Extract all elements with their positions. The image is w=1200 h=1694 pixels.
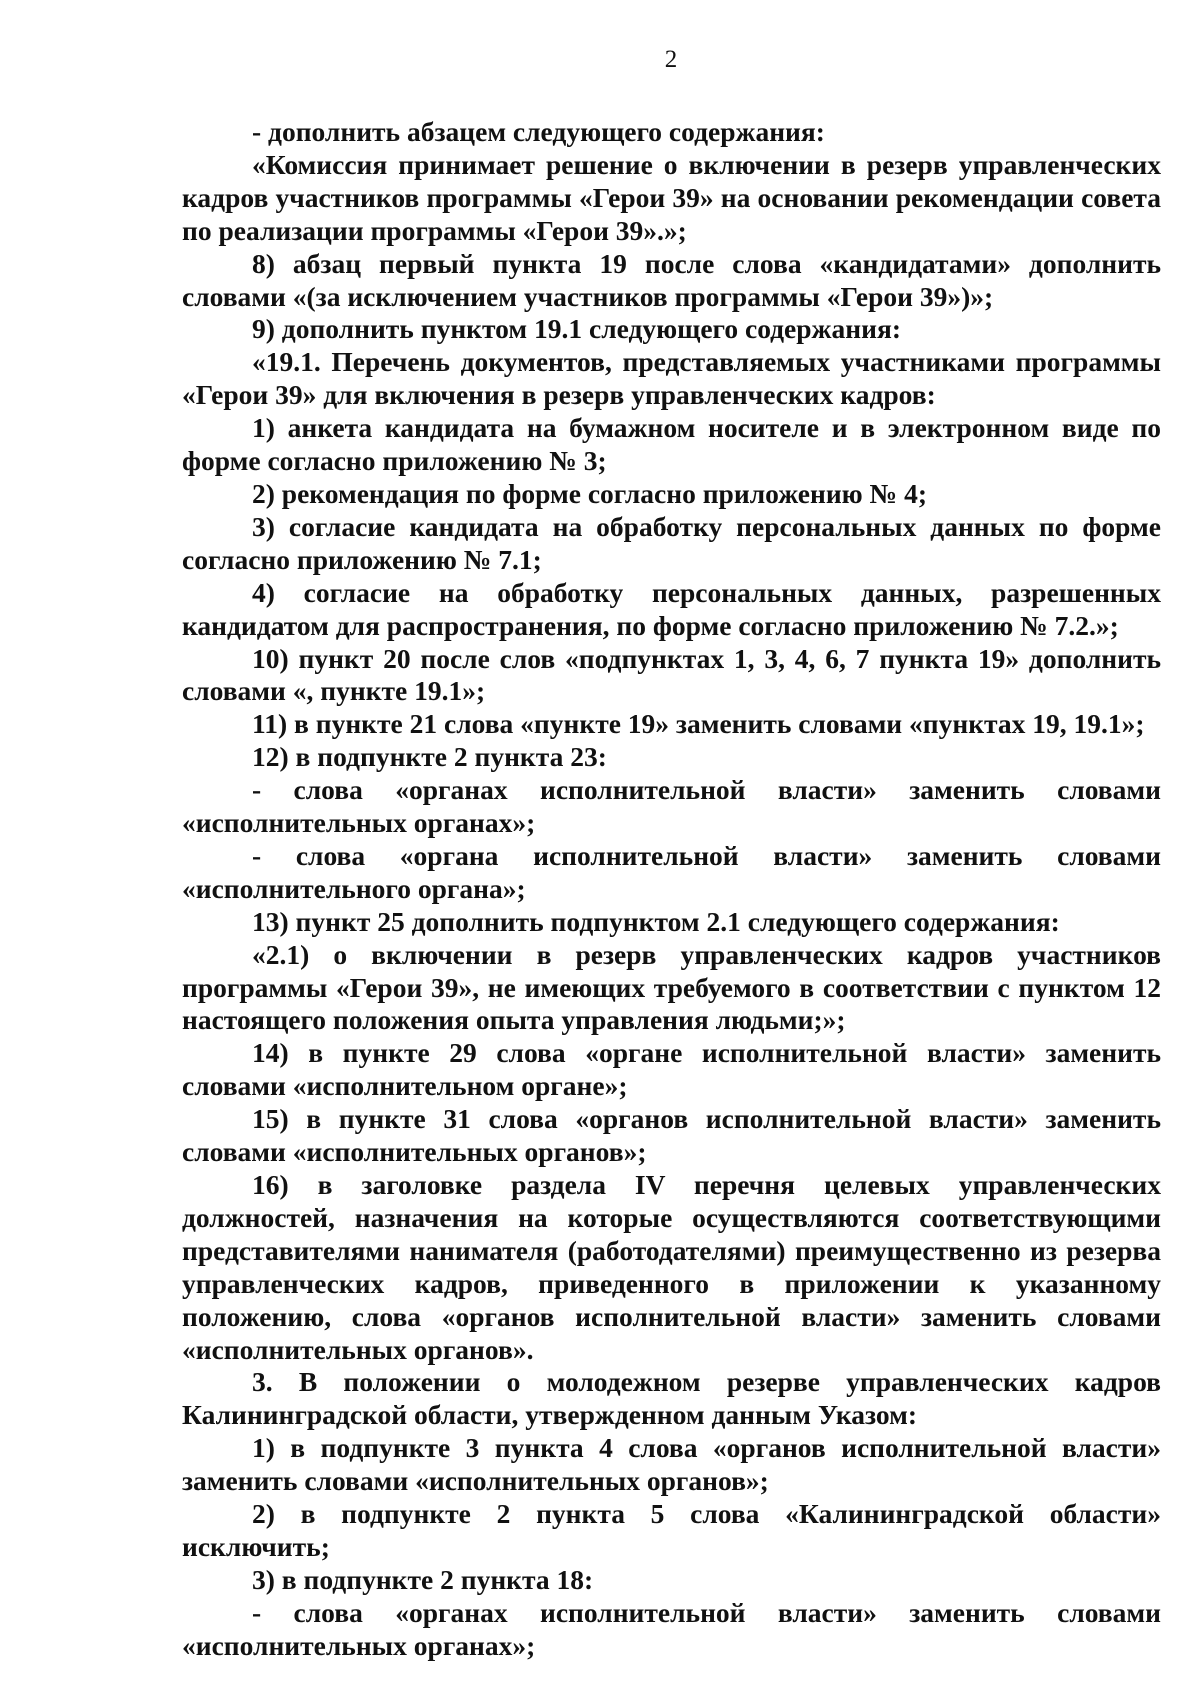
paragraph: 3. В положении о молодежном резерве управленческих кадров Калининградской области, утвержденном данным Указом: bbox=[182, 1366, 1161, 1431]
paragraph: 1) анкета кандидата на бумажном носителе и в электронном виде по форме согласно приложению № 3; bbox=[182, 412, 1161, 477]
paragraph: 12) в подпункте 2 пункта 23: bbox=[252, 741, 607, 773]
paragraph: 1) в подпункте 3 пункта 4 слова «органов исполнительной власти» заменить словами «исполнительных органов»; bbox=[182, 1432, 1161, 1497]
paragraph: 3) согласие кандидата на обработку персональных данных по форме согласно приложению № 7.1; bbox=[182, 510, 1161, 575]
paragraph: 4) согласие на обработку персональных данных, разрешенных кандидатом для распространения, по форме согласно приложению № 7.2.»; bbox=[182, 576, 1161, 641]
document-body bbox=[182, 116, 1161, 1663]
paragraph: 10) пункт 20 после слов «подпунктах 1, 3, 4, 6, 7 пункта 19» дополнить словами «, пункте 19.1»; bbox=[182, 642, 1161, 707]
paragraph: «19.1. Перечень документов, представляемых участниками программы «Герои 39» для включения в резерв управленческих кадров: bbox=[182, 346, 1161, 411]
paragraph: 9) дополнить пунктом 19.1 следующего содержания: bbox=[252, 313, 901, 345]
paragraph: 13) пункт 25 дополнить подпунктом 2.1 следующего содержания: bbox=[252, 905, 1060, 937]
paragraph: 16) в заголовке раздела IV перечня целевых управленческих должностей, назначения на которые осуществляются соответствующими представителями нанимателя (работодателями) преимущественно из резерва управленческих кадров, приведенного в приложении к указанному положению, слова «органов исполнительной власти» заменить словами «исполнительных органов». bbox=[182, 1169, 1161, 1365]
paragraph: 11) в пункте 21 слова «пункте 19» заменить словами «пунктах 19, 19.1»; bbox=[252, 708, 1145, 740]
paragraph: - слова «органа исполнительной власти» заменить словами «исполнительного органа»; bbox=[182, 839, 1161, 904]
paragraph: 2) в подпункте 2 пункта 5 слова «Калининградской области» исключить; bbox=[182, 1498, 1161, 1562]
paragraph: «2.1) о включении в резерв управленческих кадров участников программы «Герои 39», не имеющих требуемого в соответствии с пунктом 12 настоящего положения опыта управления людьми;»; bbox=[182, 938, 1161, 1036]
paragraph: «Комиссия принимает решение о включении в резерв управленческих кадров участников программы «Герои 39» на основании рекомендации совета по реализации программы «Герои 39».»; bbox=[182, 148, 1161, 246]
paragraph: 14) в пункте 29 слова «органе исполнительной власти» заменить словами «исполнительном органе»; bbox=[182, 1037, 1161, 1102]
paragraph: - дополнить абзацем следующего содержания: bbox=[252, 116, 825, 147]
paragraph: 15) в пункте 31 слова «органов исполнительной власти» заменить словами «исполнительных органов»; bbox=[182, 1103, 1161, 1168]
paragraph: 3) в подпункте 2 пункта 18: bbox=[252, 1563, 594, 1595]
page-number: 2 bbox=[664, 46, 678, 73]
paragraph: - слова «органах исполнительной власти» заменить словами «исполнительных органах»; bbox=[182, 1596, 1161, 1661]
paragraph: - слова «органах исполнительной власти» заменить словами «исполнительных органах»; bbox=[182, 774, 1161, 839]
paragraph: 2) рекомендация по форме согласно приложению № 4; bbox=[252, 477, 927, 509]
paragraph: 8) абзац первый пункта 19 после слова «кандидатами» дополнить словами «(за исключением участников программы «Герои 39»)»; bbox=[182, 247, 1161, 312]
